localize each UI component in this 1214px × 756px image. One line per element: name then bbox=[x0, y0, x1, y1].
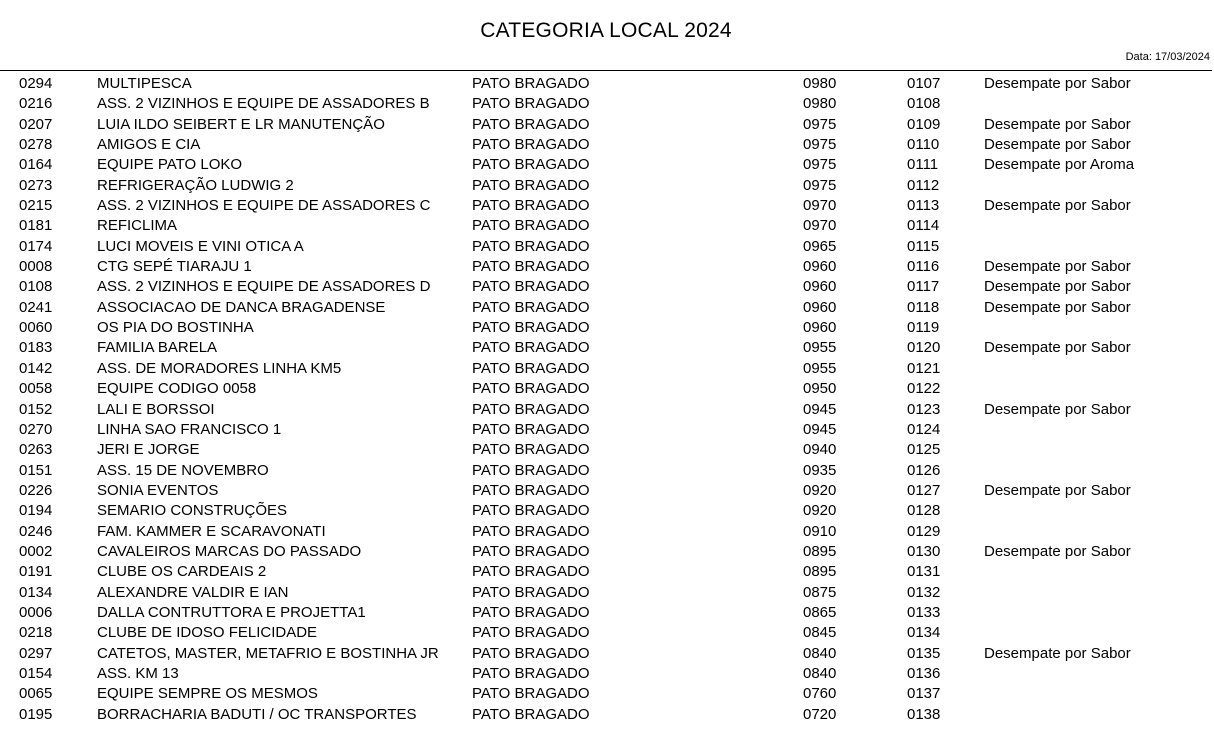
team-name: SONIA EVENTOS bbox=[97, 481, 219, 499]
entry-code: 0218 bbox=[19, 624, 53, 642]
tiebreak-note: Desempate por Sabor bbox=[984, 278, 1131, 296]
table-row bbox=[0, 603, 1214, 623]
city: PATO BRAGADO bbox=[472, 481, 590, 499]
position: 0113 bbox=[907, 197, 940, 215]
team-name: OS PIA DO BOSTINHA bbox=[97, 319, 254, 337]
table-row bbox=[0, 583, 1214, 603]
city: PATO BRAGADO bbox=[472, 583, 590, 601]
score: 0980 bbox=[803, 75, 837, 92]
table-row bbox=[0, 155, 1214, 175]
entry-code: 0152 bbox=[19, 400, 53, 418]
city: PATO BRAGADO bbox=[472, 380, 590, 398]
table-row bbox=[0, 522, 1214, 542]
entry-code: 0058 bbox=[19, 380, 53, 398]
team-name: LUIA ILDO SEIBERT E LR MANUTENÇÃO bbox=[97, 115, 385, 133]
city: PATO BRAGADO bbox=[472, 258, 590, 276]
position: 0121 bbox=[907, 359, 941, 377]
score: 0960 bbox=[803, 258, 837, 276]
entry-code: 0194 bbox=[19, 502, 53, 520]
city: PATO BRAGADO bbox=[472, 136, 590, 154]
city: PATO BRAGADO bbox=[472, 237, 590, 255]
score: 0895 bbox=[803, 563, 837, 581]
team-name: JERI E JORGE bbox=[97, 441, 200, 459]
entry-code: 0195 bbox=[19, 705, 53, 723]
team-name: LUCI MOVEIS E VINI OTICA A bbox=[97, 237, 304, 255]
city: PATO BRAGADO bbox=[472, 502, 590, 520]
table-row bbox=[0, 684, 1214, 704]
city: PATO BRAGADO bbox=[472, 705, 590, 723]
entry-code: 0215 bbox=[19, 197, 53, 215]
tiebreak-note: Desempate por Sabor bbox=[984, 542, 1131, 560]
city: PATO BRAGADO bbox=[472, 420, 590, 438]
team-name: LINHA SAO FRANCISCO 1 bbox=[97, 420, 282, 438]
team-name: DALLA CONTRUTTORA E PROJETTA1 bbox=[97, 603, 366, 621]
team-name: EQUIPE PATO LOKO bbox=[97, 156, 243, 174]
entry-code: 0294 bbox=[19, 75, 53, 92]
city: PATO BRAGADO bbox=[472, 339, 590, 357]
city: PATO BRAGADO bbox=[472, 624, 590, 642]
position: 0128 bbox=[907, 502, 941, 520]
position: 0126 bbox=[907, 461, 941, 479]
city: PATO BRAGADO bbox=[472, 542, 590, 560]
team-name: EQUIPE SEMPRE OS MESMOS bbox=[97, 685, 318, 703]
team-name: ASS. 2 VIZINHOS E EQUIPE DE ASSADORES B bbox=[97, 95, 430, 113]
entry-code: 0278 bbox=[19, 136, 53, 154]
team-name: ASSOCIACAO DE DANCA BRAGADENSE bbox=[97, 298, 386, 316]
team-name: ALEXANDRE VALDIR E IAN bbox=[97, 583, 289, 601]
team-name: BORRACHARIA BADUTI / OC TRANSPORTES bbox=[97, 705, 417, 723]
entry-code: 0270 bbox=[19, 420, 53, 438]
table-row bbox=[0, 115, 1214, 135]
score: 0875 bbox=[803, 583, 837, 601]
table-row bbox=[0, 74, 1214, 94]
table-row bbox=[0, 705, 1214, 725]
city: PATO BRAGADO bbox=[472, 644, 590, 662]
entry-code: 0297 bbox=[19, 644, 53, 662]
position: 0118 bbox=[907, 298, 940, 316]
position: 0108 bbox=[907, 95, 941, 113]
score: 0840 bbox=[803, 664, 837, 682]
score: 0960 bbox=[803, 278, 837, 296]
team-name: CTG SEPÉ TIARAJU 1 bbox=[97, 258, 252, 276]
team-name: ASS. 2 VIZINHOS E EQUIPE DE ASSADORES C bbox=[97, 197, 431, 215]
entry-code: 0183 bbox=[19, 339, 53, 357]
score: 0895 bbox=[803, 542, 837, 560]
city: PATO BRAGADO bbox=[472, 664, 590, 682]
city: PATO BRAGADO bbox=[472, 298, 590, 316]
position: 0132 bbox=[907, 583, 941, 601]
score: 0975 bbox=[803, 115, 837, 133]
city: PATO BRAGADO bbox=[472, 461, 590, 479]
position: 0111 bbox=[907, 156, 939, 174]
score: 0920 bbox=[803, 481, 837, 499]
entry-code: 0226 bbox=[19, 481, 53, 499]
position: 0119 bbox=[907, 319, 940, 337]
city: PATO BRAGADO bbox=[472, 441, 590, 459]
position: 0130 bbox=[907, 542, 941, 560]
position: 0129 bbox=[907, 522, 941, 540]
team-name: ASS. 15 DE NOVEMBRO bbox=[97, 461, 269, 479]
position: 0120 bbox=[907, 339, 941, 357]
header-divider bbox=[0, 70, 1212, 71]
city: PATO BRAGADO bbox=[472, 278, 590, 296]
score: 0935 bbox=[803, 461, 837, 479]
city: PATO BRAGADO bbox=[472, 359, 590, 377]
team-name: CLUBE OS CARDEAIS 2 bbox=[97, 563, 267, 581]
city: PATO BRAGADO bbox=[472, 685, 590, 703]
position: 0136 bbox=[907, 664, 941, 682]
position: 0115 bbox=[907, 237, 940, 255]
table-row bbox=[0, 440, 1214, 460]
position: 0116 bbox=[907, 258, 940, 276]
position: 0133 bbox=[907, 603, 941, 621]
entry-code: 0151 bbox=[19, 461, 53, 479]
score: 0975 bbox=[803, 176, 837, 194]
entry-code: 0174 bbox=[19, 237, 53, 255]
entry-code: 0241 bbox=[19, 298, 53, 316]
table-row bbox=[0, 176, 1214, 196]
position: 0110 bbox=[907, 136, 940, 154]
tiebreak-note: Desempate por Sabor bbox=[984, 644, 1131, 662]
entry-code: 0191 bbox=[19, 563, 53, 581]
entry-code: 0006 bbox=[19, 603, 53, 621]
score: 0760 bbox=[803, 685, 837, 703]
entry-code: 0065 bbox=[19, 685, 53, 703]
table-row bbox=[0, 318, 1214, 338]
tiebreak-note: Desempate por Sabor bbox=[984, 258, 1131, 276]
table-row bbox=[0, 277, 1214, 297]
tiebreak-note: Desempate por Sabor bbox=[984, 298, 1131, 316]
score: 0955 bbox=[803, 359, 837, 377]
table-row bbox=[0, 501, 1214, 521]
position: 0117 bbox=[907, 278, 940, 296]
score: 0975 bbox=[803, 136, 837, 154]
table-row bbox=[0, 420, 1214, 440]
position: 0135 bbox=[907, 644, 941, 662]
entry-code: 0273 bbox=[19, 176, 53, 194]
position: 0123 bbox=[907, 400, 941, 418]
page-title: CATEGORIA LOCAL 2024 bbox=[480, 19, 732, 42]
team-name: SEMARIO CONSTRUÇÕES bbox=[97, 502, 288, 520]
tiebreak-note: Desempate por Sabor bbox=[984, 75, 1131, 92]
table-row bbox=[0, 542, 1214, 562]
city: PATO BRAGADO bbox=[472, 197, 590, 215]
position: 0107 bbox=[907, 75, 941, 92]
tiebreak-note: Desempate por Sabor bbox=[984, 136, 1131, 154]
team-name: MULTIPESCA bbox=[97, 75, 192, 92]
city: PATO BRAGADO bbox=[472, 95, 590, 113]
table-row bbox=[0, 664, 1214, 684]
score: 0950 bbox=[803, 380, 837, 398]
score: 0975 bbox=[803, 156, 837, 174]
results-table bbox=[0, 74, 1214, 725]
city: PATO BRAGADO bbox=[472, 156, 590, 174]
position: 0134 bbox=[907, 624, 941, 642]
entry-code: 0263 bbox=[19, 441, 53, 459]
city: PATO BRAGADO bbox=[472, 176, 590, 194]
table-row bbox=[0, 359, 1214, 379]
table-row bbox=[0, 481, 1214, 501]
entry-code: 0181 bbox=[19, 217, 53, 235]
tiebreak-note: Desempate por Sabor bbox=[984, 481, 1131, 499]
entry-code: 0164 bbox=[19, 156, 53, 174]
entry-code: 0002 bbox=[19, 542, 53, 560]
table-row bbox=[0, 216, 1214, 236]
team-name: ASS. DE MORADORES LINHA KM5 bbox=[97, 359, 342, 377]
score: 0910 bbox=[803, 522, 837, 540]
tiebreak-note: Desempate por Sabor bbox=[984, 197, 1131, 215]
team-name: REFICLIMA bbox=[97, 217, 178, 235]
table-row bbox=[0, 461, 1214, 481]
team-name: CATETOS, MASTER, METAFRIO E BOSTINHA JR bbox=[97, 644, 439, 662]
score: 0720 bbox=[803, 705, 837, 723]
entry-code: 0142 bbox=[19, 359, 53, 377]
table-row bbox=[0, 644, 1214, 664]
table-row bbox=[0, 338, 1214, 358]
city: PATO BRAGADO bbox=[472, 400, 590, 418]
score: 0940 bbox=[803, 441, 837, 459]
tiebreak-note: Desempate por Sabor bbox=[984, 115, 1131, 133]
entry-code: 0207 bbox=[19, 115, 53, 133]
table-row bbox=[0, 94, 1214, 114]
table-row bbox=[0, 562, 1214, 582]
position: 0114 bbox=[907, 217, 940, 235]
entry-code: 0060 bbox=[19, 319, 53, 337]
team-name: FAMILIA BARELA bbox=[97, 339, 218, 357]
score: 0960 bbox=[803, 298, 837, 316]
city: PATO BRAGADO bbox=[472, 563, 590, 581]
city: PATO BRAGADO bbox=[472, 75, 590, 92]
score: 0920 bbox=[803, 502, 837, 520]
score: 0945 bbox=[803, 420, 837, 438]
entry-code: 0216 bbox=[19, 95, 53, 113]
city: PATO BRAGADO bbox=[472, 115, 590, 133]
tiebreak-note: Desempate por Aroma bbox=[984, 156, 1135, 174]
city: PATO BRAGADO bbox=[472, 522, 590, 540]
entry-code: 0154 bbox=[19, 664, 53, 682]
team-name: CAVALEIROS MARCAS DO PASSADO bbox=[97, 542, 362, 560]
score: 0845 bbox=[803, 624, 837, 642]
position: 0138 bbox=[907, 705, 941, 723]
team-name: CLUBE DE IDOSO FELICIDADE bbox=[97, 624, 318, 642]
table-row bbox=[0, 379, 1214, 399]
position: 0127 bbox=[907, 481, 941, 499]
score: 0980 bbox=[803, 95, 837, 113]
team-name: EQUIPE CODIGO 0058 bbox=[97, 380, 257, 398]
table-row bbox=[0, 400, 1214, 420]
team-name: ASS. 2 VIZINHOS E EQUIPE DE ASSADORES D bbox=[97, 278, 431, 296]
score: 0970 bbox=[803, 217, 837, 235]
team-name: REFRIGERAÇÃO LUDWIG 2 bbox=[97, 176, 294, 194]
tiebreak-note: Desempate por Sabor bbox=[984, 400, 1131, 418]
team-name: FAM. KAMMER E SCARAVONATI bbox=[97, 522, 326, 540]
score: 0945 bbox=[803, 400, 837, 418]
report-date: Data: 17/03/2024 bbox=[1125, 51, 1210, 63]
table-row bbox=[0, 257, 1214, 277]
entry-code: 0246 bbox=[19, 522, 53, 540]
score: 0970 bbox=[803, 197, 837, 215]
team-name: LALI E BORSSOI bbox=[97, 400, 215, 418]
score: 0840 bbox=[803, 644, 837, 662]
score: 0955 bbox=[803, 339, 837, 357]
position: 0112 bbox=[907, 176, 940, 194]
table-row bbox=[0, 196, 1214, 216]
table-row bbox=[0, 298, 1214, 318]
score: 0960 bbox=[803, 319, 837, 337]
city: PATO BRAGADO bbox=[472, 319, 590, 337]
table-row bbox=[0, 237, 1214, 257]
entry-code: 0108 bbox=[19, 278, 53, 296]
tiebreak-note: Desempate por Sabor bbox=[984, 339, 1131, 357]
position: 0131 bbox=[907, 563, 941, 581]
score: 0965 bbox=[803, 237, 837, 255]
city: PATO BRAGADO bbox=[472, 217, 590, 235]
position: 0137 bbox=[907, 685, 941, 703]
team-name: ASS. KM 13 bbox=[97, 664, 179, 682]
team-name: AMIGOS E CIA bbox=[97, 136, 201, 154]
score: 0865 bbox=[803, 603, 837, 621]
city: PATO BRAGADO bbox=[472, 603, 590, 621]
table-row bbox=[0, 135, 1214, 155]
position: 0122 bbox=[907, 380, 941, 398]
table-row bbox=[0, 623, 1214, 643]
position: 0124 bbox=[907, 420, 941, 438]
position: 0125 bbox=[907, 441, 941, 459]
position: 0109 bbox=[907, 115, 941, 133]
entry-code: 0134 bbox=[19, 583, 53, 601]
entry-code: 0008 bbox=[19, 258, 53, 276]
